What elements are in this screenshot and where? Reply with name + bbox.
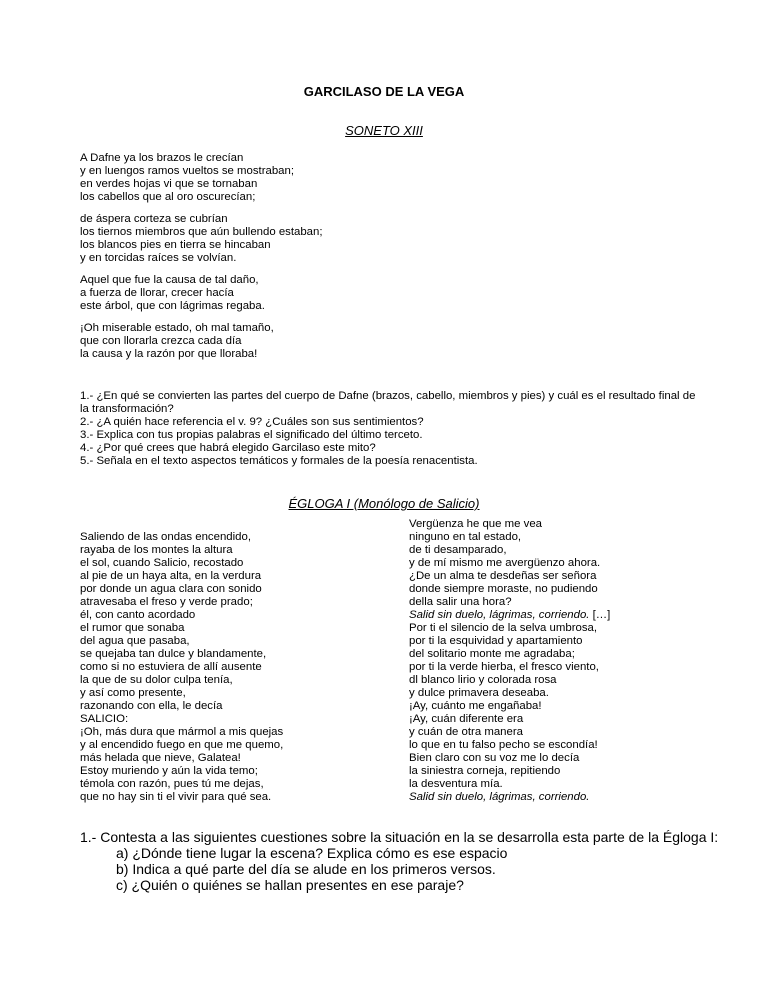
- poem-line: Aquel que fue la causa de tal daño,: [80, 274, 259, 286]
- question-item: 4.- ¿Por qué crees que habrá elegido Garcilaso este mito?: [80, 442, 376, 454]
- poem-line: como si no estuviera de allí ausente: [80, 661, 262, 673]
- poem-line: por ti la verde hierba, el fresco viento,: [409, 661, 599, 673]
- poem-line: dl blanco lirio y colorada rosa: [409, 674, 557, 686]
- egloga-right-column: [409, 518, 610, 804]
- egloga-left-column: [80, 531, 283, 804]
- poem-line: al pie de un haya alta, en la verdura: [80, 570, 262, 582]
- poem-line: Vergüenza he que me vea: [409, 518, 542, 530]
- question-item: 2.- ¿A quién hace referencia el v. 9? ¿Cuáles son sus sentimientos?: [80, 416, 424, 428]
- poem-line: y dulce primavera deseaba.: [409, 687, 549, 699]
- poem-line: a fuerza de llorar, crecer hacía: [80, 287, 234, 299]
- poem-line: razonando con ella, le decía: [80, 700, 223, 712]
- poem-line: el rumor que sonaba: [80, 622, 185, 634]
- poem-line: della salir una hora?: [409, 596, 512, 608]
- poem-line: los blancos pies en tierra se hincaban: [80, 239, 271, 251]
- soneto-stanza-3: [80, 274, 265, 313]
- poem-line: ¡Ay, cuánto me engañaba!: [409, 700, 542, 712]
- subquestion-item: c) ¿Quién o quiénes se hallan presentes en ese paraje?: [116, 877, 464, 893]
- poem-line: que no hay sin ti el vivir para qué sea.: [80, 791, 272, 803]
- poem-line: Por ti el silencio de la selva umbrosa,: [409, 622, 598, 634]
- poem-line: el sol, cuando Salicio, recostado: [80, 557, 244, 569]
- poem-line: este árbol, que con lágrimas regaba.: [80, 300, 265, 312]
- poem-line: ninguno en tal estado,: [409, 531, 522, 543]
- poem-line: ¡Ay, cuán diferente era: [409, 713, 524, 725]
- egloga-title: ÉGLOGA I (Monólogo de Salicio): [288, 496, 480, 511]
- poem-line: más helada que nieve, Galatea!: [80, 752, 241, 764]
- poem-line: de ti desamparado,: [409, 544, 507, 556]
- poem-line: rayaba de los montes la altura: [80, 544, 233, 556]
- poem-line: y en luengos ramos vueltos se mostraban;: [80, 165, 295, 177]
- refrain-italic: Salid sin duelo, lágrimas, corriendo.: [409, 609, 590, 621]
- poem-line: él, con canto acordado: [80, 609, 196, 621]
- poem-line: por donde un agua clara con sonido: [80, 583, 262, 595]
- poem-line: se quejaba tan dulce y blandamente,: [80, 648, 267, 660]
- question-item: 1.- ¿En qué se convierten las partes del cuerpo de Dafne (brazos, cabello, miembros y pies) y cuál es el resultado final de la transformación?: [80, 390, 696, 415]
- soneto-stanza-4: [80, 322, 274, 361]
- question-item: 5.- Señala en el texto aspectos temáticos y formales de la poesía renacentista.: [80, 455, 478, 467]
- question-item: 3.- Explica con tus propias palabras el significado del último terceto.: [80, 429, 423, 441]
- poem-line: la que de su dolor culpa tenía,: [80, 674, 233, 686]
- poem-line: y así como presente,: [80, 687, 186, 699]
- refrain-line-final: Salid sin duelo, lágrimas, corriendo.: [409, 791, 590, 803]
- poem-line: del agua que pasaba,: [80, 635, 190, 647]
- poem-line: del solitario monte me agradaba;: [409, 648, 575, 660]
- poem-line: la desventura mía.: [409, 778, 503, 790]
- poem-line: ¡Oh, más dura que mármol a mis quejas: [80, 726, 284, 738]
- question-main: 1.- Contesta a las siguientes cuestiones sobre la situación en la se desarrolla esta parte de la Égloga I:: [80, 829, 719, 845]
- poem-line: ¿De un alma te desdeñas ser señora: [409, 570, 597, 582]
- poem-line: Bien claro con su voz me lo decía: [409, 752, 580, 764]
- soneto-questions: [80, 390, 700, 468]
- poem-line: los tiernos miembros que aún bullendo estaban;: [80, 226, 323, 238]
- poem-line: témola con razón, pues tú me dejas,: [80, 778, 264, 790]
- poem-line: la causa y la razón por que lloraba!: [80, 348, 258, 360]
- poem-line: y en torcidas raíces se volvían.: [80, 252, 237, 264]
- poem-line: A Dafne ya los brazos le crecían: [80, 152, 244, 164]
- poem-line: los cabellos que al oro oscurecían;: [80, 191, 256, 203]
- poem-line: y de mí mismo me avergüenzo ahora.: [409, 557, 601, 569]
- poem-line: ¡Oh miserable estado, oh mal tamaño,: [80, 322, 274, 334]
- speaker-label: SALICIO:: [80, 713, 129, 725]
- poem-line: atravesaba el freso y verde prado;: [80, 596, 253, 608]
- poem-line: donde siempre moraste, no pudiendo: [409, 583, 598, 595]
- refrain-line: [409, 609, 610, 622]
- egloga-questions: [80, 829, 740, 893]
- soneto-stanza-2: [80, 213, 323, 265]
- poem-line: la siniestra corneja, repitiendo: [409, 765, 561, 777]
- ellipsis-mark: […]: [589, 609, 611, 621]
- poem-line: por ti la esquividad y apartamiento: [409, 635, 583, 647]
- soneto-title: SONETO XIII: [345, 123, 423, 138]
- poem-line: Saliendo de las ondas encendido,: [80, 531, 251, 543]
- poem-line: lo que en tu falso pecho se escondía!: [409, 739, 598, 751]
- poem-line: que con llorarla crezca cada día: [80, 335, 242, 347]
- poem-line: de áspera corteza se cubrían: [80, 213, 228, 225]
- page-title: GARCILASO DE LA VEGA: [303, 84, 465, 99]
- poem-line: y cuán de otra manera: [409, 726, 523, 738]
- poem-line: Estoy muriendo y aún la vida temo;: [80, 765, 258, 777]
- subquestion-item: a) ¿Dónde tiene lugar la escena? Explica cómo es ese espacio: [116, 845, 508, 861]
- soneto-stanza-1: [80, 152, 294, 204]
- subquestion-item: b) Indica a qué parte del día se alude en los primeros versos.: [116, 861, 496, 877]
- poem-line: y al encendido fuego en que me quemo,: [80, 739, 284, 751]
- poem-line: en verdes hojas vi que se tornaban: [80, 178, 258, 190]
